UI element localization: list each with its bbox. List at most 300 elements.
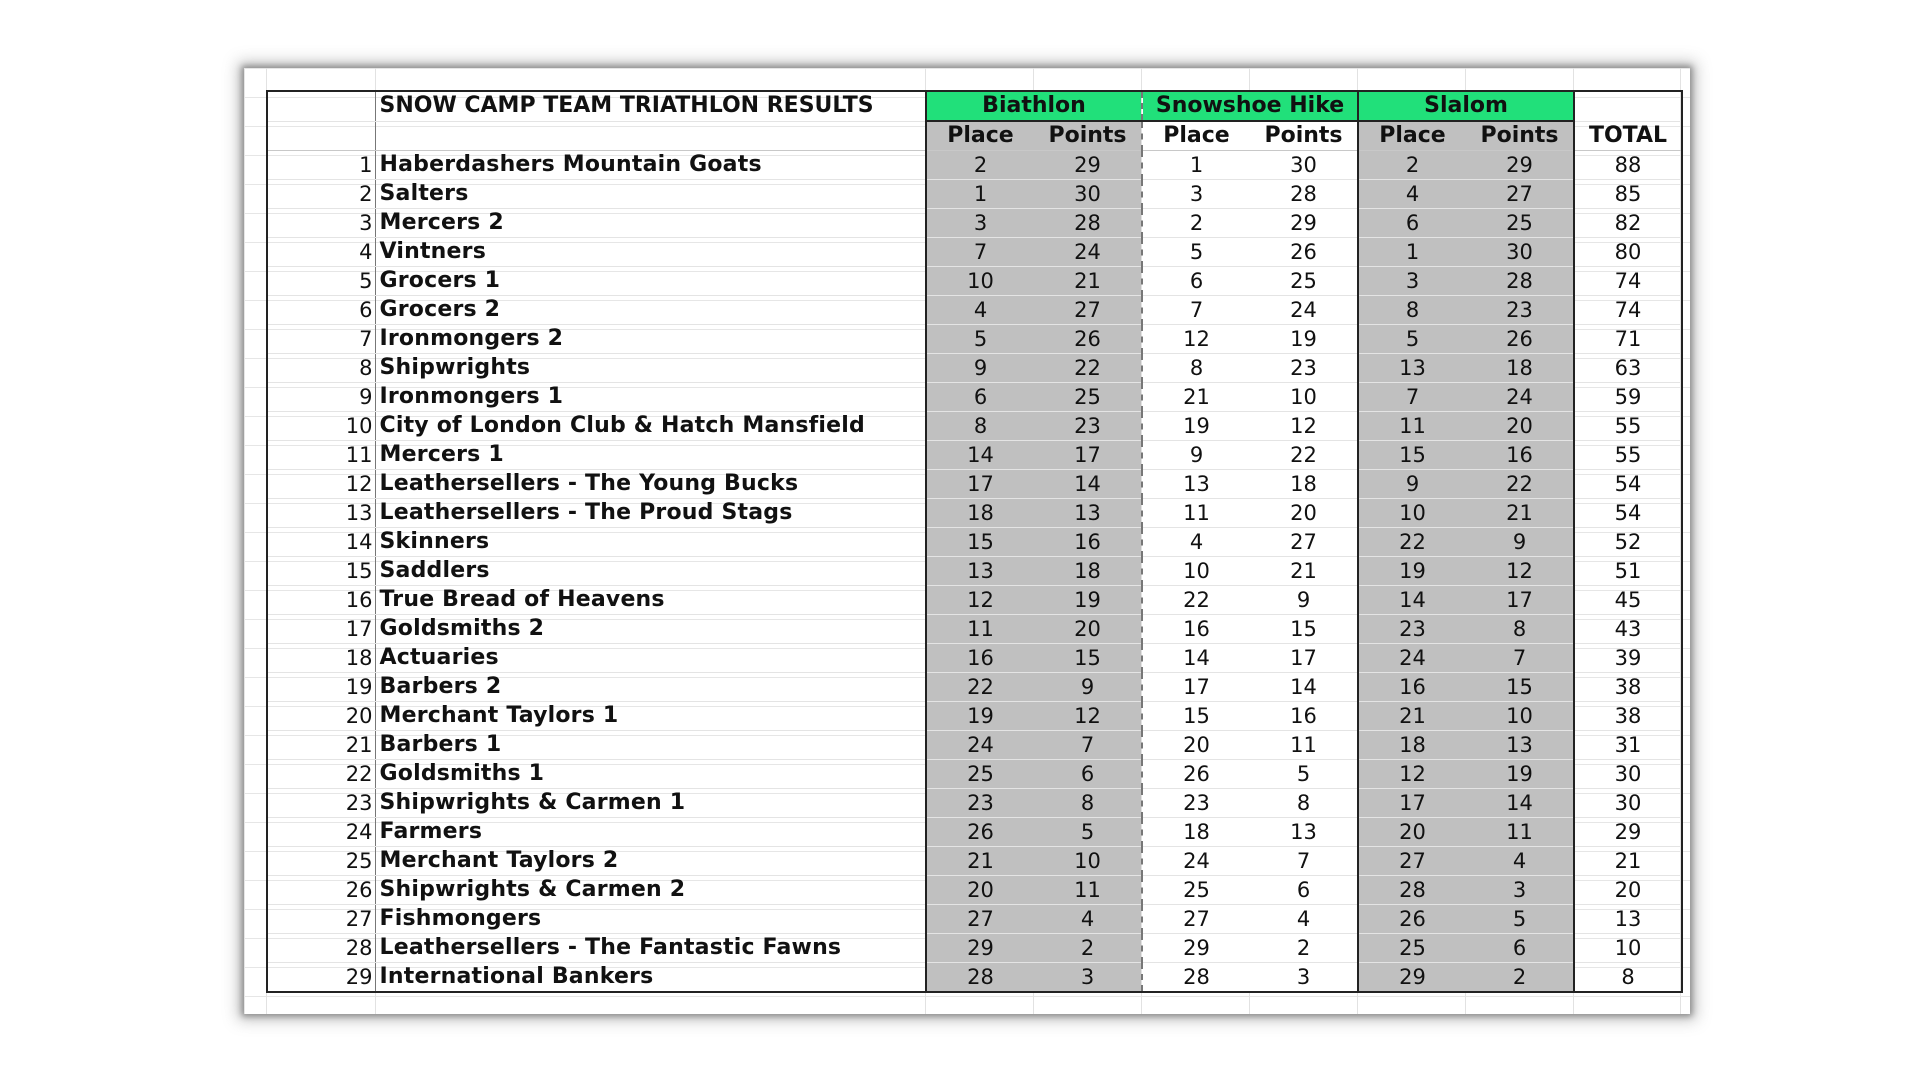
biathlon-place: 28 (926, 963, 1034, 993)
total-score: 54 (1574, 470, 1682, 499)
biathlon-points: 15 (1034, 644, 1142, 673)
team-name: Leathersellers - The Young Bucks (375, 470, 926, 499)
biathlon-points: 10 (1034, 847, 1142, 876)
biathlon-place: 10 (926, 267, 1034, 296)
slalom-place: 22 (1358, 528, 1466, 557)
snowshoe-points: 30 (1250, 151, 1358, 180)
team-name: International Bankers (375, 963, 926, 993)
slalom-points: 29 (1466, 151, 1574, 180)
rank-cell: 22 (267, 760, 375, 789)
slalom-place: 2 (1358, 151, 1466, 180)
snowshoe-points: 15 (1250, 615, 1358, 644)
snowshoe-place: 26 (1142, 760, 1250, 789)
slalom-points: 24 (1466, 383, 1574, 412)
slalom-points: 26 (1466, 325, 1574, 354)
slalom-place: 9 (1358, 470, 1466, 499)
total-score: 13 (1574, 905, 1682, 934)
team-name: Leathersellers - The Proud Stags (375, 499, 926, 528)
team-name: Mercers 1 (375, 441, 926, 470)
total-score: 8 (1574, 963, 1682, 993)
total-score: 52 (1574, 528, 1682, 557)
snowshoe-points: 26 (1250, 238, 1358, 267)
biathlon-place: 29 (926, 934, 1034, 963)
rank-cell: 9 (267, 383, 375, 412)
team-name: Actuaries (375, 644, 926, 673)
rank-cell: 1 (267, 151, 375, 180)
biathlon-place: 9 (926, 354, 1034, 383)
snowshoe-points: 29 (1250, 209, 1358, 238)
slalom-points-header: Points (1466, 121, 1574, 151)
biathlon-place: 19 (926, 702, 1034, 731)
team-name: Haberdashers Mountain Goats (375, 151, 926, 180)
header-row-events (267, 91, 1682, 121)
biathlon-points: 23 (1034, 412, 1142, 441)
slalom-place: 20 (1358, 818, 1466, 847)
total-score: 39 (1574, 644, 1682, 673)
rank-cell: 13 (267, 499, 375, 528)
results-sheet (244, 68, 1690, 1014)
team-name: Goldsmiths 1 (375, 760, 926, 789)
biathlon-points: 5 (1034, 818, 1142, 847)
slalom-place: 14 (1358, 586, 1466, 615)
biathlon-place: 26 (926, 818, 1034, 847)
biathlon-place: 18 (926, 499, 1034, 528)
snowshoe-points: 9 (1250, 586, 1358, 615)
table-row (267, 644, 1682, 673)
slalom-points: 19 (1466, 760, 1574, 789)
table-row (267, 238, 1682, 267)
total-score: 55 (1574, 441, 1682, 470)
event-header-biathlon: Biathlon (926, 91, 1142, 121)
rank-cell: 8 (267, 354, 375, 383)
team-header-spacer (375, 121, 926, 151)
rank-cell: 23 (267, 789, 375, 818)
event-header-snowshoe-hike: Snowshoe Hike (1142, 91, 1358, 121)
biathlon-points: 3 (1034, 963, 1142, 993)
slalom-points: 10 (1466, 702, 1574, 731)
total-score: 31 (1574, 731, 1682, 760)
snowshoe-points: 18 (1250, 470, 1358, 499)
biathlon-place: 23 (926, 789, 1034, 818)
total-score: 10 (1574, 934, 1682, 963)
snowshoe-place: 8 (1142, 354, 1250, 383)
biathlon-points: 4 (1034, 905, 1142, 934)
snowshoe-points: 11 (1250, 731, 1358, 760)
table-row (267, 731, 1682, 760)
team-name: Vintners (375, 238, 926, 267)
slalom-place: 15 (1358, 441, 1466, 470)
total-score: 30 (1574, 760, 1682, 789)
slalom-points: 5 (1466, 905, 1574, 934)
snowshoe-place: 13 (1142, 470, 1250, 499)
table-row (267, 615, 1682, 644)
biathlon-place: 21 (926, 847, 1034, 876)
team-name: Shipwrights & Carmen 2 (375, 876, 926, 905)
biathlon-place: 22 (926, 673, 1034, 702)
team-name: Shipwrights (375, 354, 926, 383)
table-row (267, 818, 1682, 847)
snowshoe-place: 19 (1142, 412, 1250, 441)
slalom-place: 25 (1358, 934, 1466, 963)
table-row (267, 441, 1682, 470)
slalom-points: 13 (1466, 731, 1574, 760)
total-score: 51 (1574, 557, 1682, 586)
biathlon-points: 2 (1034, 934, 1142, 963)
biathlon-place: 14 (926, 441, 1034, 470)
biathlon-place: 3 (926, 209, 1034, 238)
biathlon-points: 14 (1034, 470, 1142, 499)
total-score: 82 (1574, 209, 1682, 238)
snowshoe-place: 15 (1142, 702, 1250, 731)
snowshoe-points: 10 (1250, 383, 1358, 412)
team-name: Merchant Taylors 1 (375, 702, 926, 731)
snowshoe-place: 25 (1142, 876, 1250, 905)
slalom-points: 28 (1466, 267, 1574, 296)
slalom-points: 3 (1466, 876, 1574, 905)
rank-cell: 18 (267, 644, 375, 673)
rank-cell: 5 (267, 267, 375, 296)
total-score: 21 (1574, 847, 1682, 876)
slalom-place: 8 (1358, 296, 1466, 325)
total-score: 71 (1574, 325, 1682, 354)
snowshoe-place: 18 (1142, 818, 1250, 847)
slalom-points: 25 (1466, 209, 1574, 238)
slalom-place: 13 (1358, 354, 1466, 383)
snowshoe-points: 2 (1250, 934, 1358, 963)
biathlon-points: 27 (1034, 296, 1142, 325)
team-name: Ironmongers 2 (375, 325, 926, 354)
rank-cell: 25 (267, 847, 375, 876)
table-row (267, 267, 1682, 296)
slalom-place: 27 (1358, 847, 1466, 876)
total-score: 85 (1574, 180, 1682, 209)
table-row (267, 702, 1682, 731)
snowshoe-points: 28 (1250, 180, 1358, 209)
table-row (267, 760, 1682, 789)
biathlon-points: 16 (1034, 528, 1142, 557)
rank-cell: 28 (267, 934, 375, 963)
slalom-points: 18 (1466, 354, 1574, 383)
snowshoe-points: 19 (1250, 325, 1358, 354)
slalom-place: 12 (1358, 760, 1466, 789)
snowshoe-place: 16 (1142, 615, 1250, 644)
slalom-points: 9 (1466, 528, 1574, 557)
slalom-place-header: Place (1358, 121, 1466, 151)
slalom-place: 21 (1358, 702, 1466, 731)
biathlon-points: 30 (1034, 180, 1142, 209)
snowshoe-place: 27 (1142, 905, 1250, 934)
snowshoe-place: 9 (1142, 441, 1250, 470)
snowshoe-place: 28 (1142, 963, 1250, 993)
snowshoe-points: 3 (1250, 963, 1358, 993)
team-name: City of London Club & Hatch Mansfield (375, 412, 926, 441)
biathlon-place: 5 (926, 325, 1034, 354)
slalom-points: 11 (1466, 818, 1574, 847)
table-row (267, 151, 1682, 180)
biathlon-points: 19 (1034, 586, 1142, 615)
rank-cell: 15 (267, 557, 375, 586)
biathlon-place: 13 (926, 557, 1034, 586)
biathlon-place: 7 (926, 238, 1034, 267)
biathlon-points: 29 (1034, 151, 1142, 180)
team-name: Grocers 2 (375, 296, 926, 325)
team-name: Fishmongers (375, 905, 926, 934)
total-score: 20 (1574, 876, 1682, 905)
snowshoe-place: 2 (1142, 209, 1250, 238)
slalom-place: 10 (1358, 499, 1466, 528)
slalom-place: 23 (1358, 615, 1466, 644)
table-row (267, 557, 1682, 586)
total-score: 88 (1574, 151, 1682, 180)
table-row (267, 325, 1682, 354)
snowshoe-points: 7 (1250, 847, 1358, 876)
biathlon-place: 2 (926, 151, 1034, 180)
biathlon-place: 27 (926, 905, 1034, 934)
slalom-place: 3 (1358, 267, 1466, 296)
biathlon-points: 24 (1034, 238, 1142, 267)
total-header-spacer (1574, 91, 1682, 121)
page-title: SNOW CAMP TEAM TRIATHLON RESULTS (375, 91, 926, 121)
total-score: 55 (1574, 412, 1682, 441)
biathlon-points: 20 (1034, 615, 1142, 644)
snowshoe-place: 14 (1142, 644, 1250, 673)
total-score: 38 (1574, 673, 1682, 702)
team-name: Saddlers (375, 557, 926, 586)
rank-cell: 11 (267, 441, 375, 470)
slalom-points: 30 (1466, 238, 1574, 267)
table-row (267, 470, 1682, 499)
rank-cell: 27 (267, 905, 375, 934)
slalom-place: 1 (1358, 238, 1466, 267)
biathlon-place: 1 (926, 180, 1034, 209)
slalom-place: 28 (1358, 876, 1466, 905)
biathlon-points: 17 (1034, 441, 1142, 470)
slalom-place: 29 (1358, 963, 1466, 993)
snowshoe-place: 23 (1142, 789, 1250, 818)
slalom-points: 8 (1466, 615, 1574, 644)
table-row (267, 905, 1682, 934)
biathlon-points: 9 (1034, 673, 1142, 702)
slalom-place: 11 (1358, 412, 1466, 441)
biathlon-points: 13 (1034, 499, 1142, 528)
table-row (267, 528, 1682, 557)
biathlon-place-header: Place (926, 121, 1034, 151)
slalom-points: 22 (1466, 470, 1574, 499)
rank-cell: 19 (267, 673, 375, 702)
biathlon-place: 24 (926, 731, 1034, 760)
total-score: 54 (1574, 499, 1682, 528)
results-table (266, 90, 1683, 993)
team-name: Salters (375, 180, 926, 209)
snowshoe-points: 22 (1250, 441, 1358, 470)
table-row (267, 383, 1682, 412)
slalom-place: 18 (1358, 731, 1466, 760)
biathlon-points: 12 (1034, 702, 1142, 731)
team-name: Barbers 2 (375, 673, 926, 702)
table-row (267, 296, 1682, 325)
table-row (267, 673, 1682, 702)
snowshoe-points-header: Points (1250, 121, 1358, 151)
total-score: 45 (1574, 586, 1682, 615)
slalom-place: 7 (1358, 383, 1466, 412)
table-row (267, 412, 1682, 441)
biathlon-points: 6 (1034, 760, 1142, 789)
corner-cell (267, 91, 375, 121)
rank-cell: 4 (267, 238, 375, 267)
slalom-points: 7 (1466, 644, 1574, 673)
biathlon-points: 28 (1034, 209, 1142, 238)
team-name: Barbers 1 (375, 731, 926, 760)
slalom-place: 4 (1358, 180, 1466, 209)
snowshoe-place: 4 (1142, 528, 1250, 557)
total-score: 80 (1574, 238, 1682, 267)
snowshoe-points: 20 (1250, 499, 1358, 528)
total-score: 30 (1574, 789, 1682, 818)
slalom-points: 2 (1466, 963, 1574, 993)
slalom-place: 26 (1358, 905, 1466, 934)
biathlon-points: 7 (1034, 731, 1142, 760)
biathlon-points: 11 (1034, 876, 1142, 905)
snowshoe-points: 25 (1250, 267, 1358, 296)
team-name: Leathersellers - The Fantastic Fawns (375, 934, 926, 963)
slalom-points: 21 (1466, 499, 1574, 528)
biathlon-points: 18 (1034, 557, 1142, 586)
slalom-place: 5 (1358, 325, 1466, 354)
rank-cell: 7 (267, 325, 375, 354)
rank-cell: 17 (267, 615, 375, 644)
header-row-columns (267, 121, 1682, 151)
table-row (267, 847, 1682, 876)
slalom-points: 6 (1466, 934, 1574, 963)
slalom-place: 19 (1358, 557, 1466, 586)
rank-cell: 2 (267, 180, 375, 209)
team-name: Ironmongers 1 (375, 383, 926, 412)
biathlon-place: 12 (926, 586, 1034, 615)
snowshoe-place: 29 (1142, 934, 1250, 963)
biathlon-place: 8 (926, 412, 1034, 441)
biathlon-place: 17 (926, 470, 1034, 499)
slalom-place: 24 (1358, 644, 1466, 673)
snowshoe-place: 21 (1142, 383, 1250, 412)
total-score: 74 (1574, 267, 1682, 296)
biathlon-place: 20 (926, 876, 1034, 905)
snowshoe-place: 20 (1142, 731, 1250, 760)
team-name: Farmers (375, 818, 926, 847)
snowshoe-place: 11 (1142, 499, 1250, 528)
rank-cell: 12 (267, 470, 375, 499)
slalom-points: 4 (1466, 847, 1574, 876)
biathlon-points: 22 (1034, 354, 1142, 383)
team-name: True Bread of Heavens (375, 586, 926, 615)
slalom-points: 12 (1466, 557, 1574, 586)
rank-cell: 6 (267, 296, 375, 325)
rank-cell: 20 (267, 702, 375, 731)
table-row (267, 209, 1682, 238)
corner-cell (267, 121, 375, 151)
team-name: Skinners (375, 528, 926, 557)
snowshoe-place: 12 (1142, 325, 1250, 354)
biathlon-points-header: Points (1034, 121, 1142, 151)
table-row (267, 180, 1682, 209)
total-header: TOTAL (1574, 121, 1682, 151)
rank-cell: 26 (267, 876, 375, 905)
slalom-place: 6 (1358, 209, 1466, 238)
rank-cell: 16 (267, 586, 375, 615)
snowshoe-points: 24 (1250, 296, 1358, 325)
total-score: 43 (1574, 615, 1682, 644)
snowshoe-place: 1 (1142, 151, 1250, 180)
total-score: 59 (1574, 383, 1682, 412)
snowshoe-points: 12 (1250, 412, 1358, 441)
snowshoe-place: 7 (1142, 296, 1250, 325)
rank-cell: 29 (267, 963, 375, 993)
snowshoe-points: 21 (1250, 557, 1358, 586)
slalom-points: 14 (1466, 789, 1574, 818)
biathlon-place: 11 (926, 615, 1034, 644)
snowshoe-place: 6 (1142, 267, 1250, 296)
biathlon-place: 6 (926, 383, 1034, 412)
table-row (267, 354, 1682, 383)
team-name: Shipwrights & Carmen 1 (375, 789, 926, 818)
table-row (267, 586, 1682, 615)
snowshoe-place: 22 (1142, 586, 1250, 615)
snowshoe-points: 5 (1250, 760, 1358, 789)
rank-cell: 21 (267, 731, 375, 760)
total-score: 63 (1574, 354, 1682, 383)
slalom-place: 16 (1358, 673, 1466, 702)
snowshoe-place-header: Place (1142, 121, 1250, 151)
total-score: 29 (1574, 818, 1682, 847)
slalom-points: 17 (1466, 586, 1574, 615)
snowshoe-points: 8 (1250, 789, 1358, 818)
biathlon-points: 8 (1034, 789, 1142, 818)
snowshoe-points: 14 (1250, 673, 1358, 702)
biathlon-place: 25 (926, 760, 1034, 789)
snowshoe-points: 17 (1250, 644, 1358, 673)
slalom-points: 27 (1466, 180, 1574, 209)
slalom-points: 16 (1466, 441, 1574, 470)
slalom-points: 15 (1466, 673, 1574, 702)
snowshoe-place: 10 (1142, 557, 1250, 586)
biathlon-points: 26 (1034, 325, 1142, 354)
table-row (267, 934, 1682, 963)
biathlon-place: 15 (926, 528, 1034, 557)
snowshoe-place: 24 (1142, 847, 1250, 876)
biathlon-points: 21 (1034, 267, 1142, 296)
table-row (267, 963, 1682, 993)
snowshoe-place: 17 (1142, 673, 1250, 702)
snowshoe-place: 3 (1142, 180, 1250, 209)
snowshoe-points: 6 (1250, 876, 1358, 905)
slalom-points: 20 (1466, 412, 1574, 441)
team-name: Grocers 1 (375, 267, 926, 296)
snowshoe-points: 16 (1250, 702, 1358, 731)
event-header-slalom: Slalom (1358, 91, 1574, 121)
snowshoe-place: 5 (1142, 238, 1250, 267)
biathlon-place: 16 (926, 644, 1034, 673)
rank-cell: 3 (267, 209, 375, 238)
total-score: 38 (1574, 702, 1682, 731)
table-row (267, 499, 1682, 528)
rank-cell: 14 (267, 528, 375, 557)
slalom-place: 17 (1358, 789, 1466, 818)
snowshoe-points: 13 (1250, 818, 1358, 847)
snowshoe-points: 27 (1250, 528, 1358, 557)
snowshoe-points: 4 (1250, 905, 1358, 934)
biathlon-points: 25 (1034, 383, 1142, 412)
rank-cell: 24 (267, 818, 375, 847)
team-name: Merchant Taylors 2 (375, 847, 926, 876)
